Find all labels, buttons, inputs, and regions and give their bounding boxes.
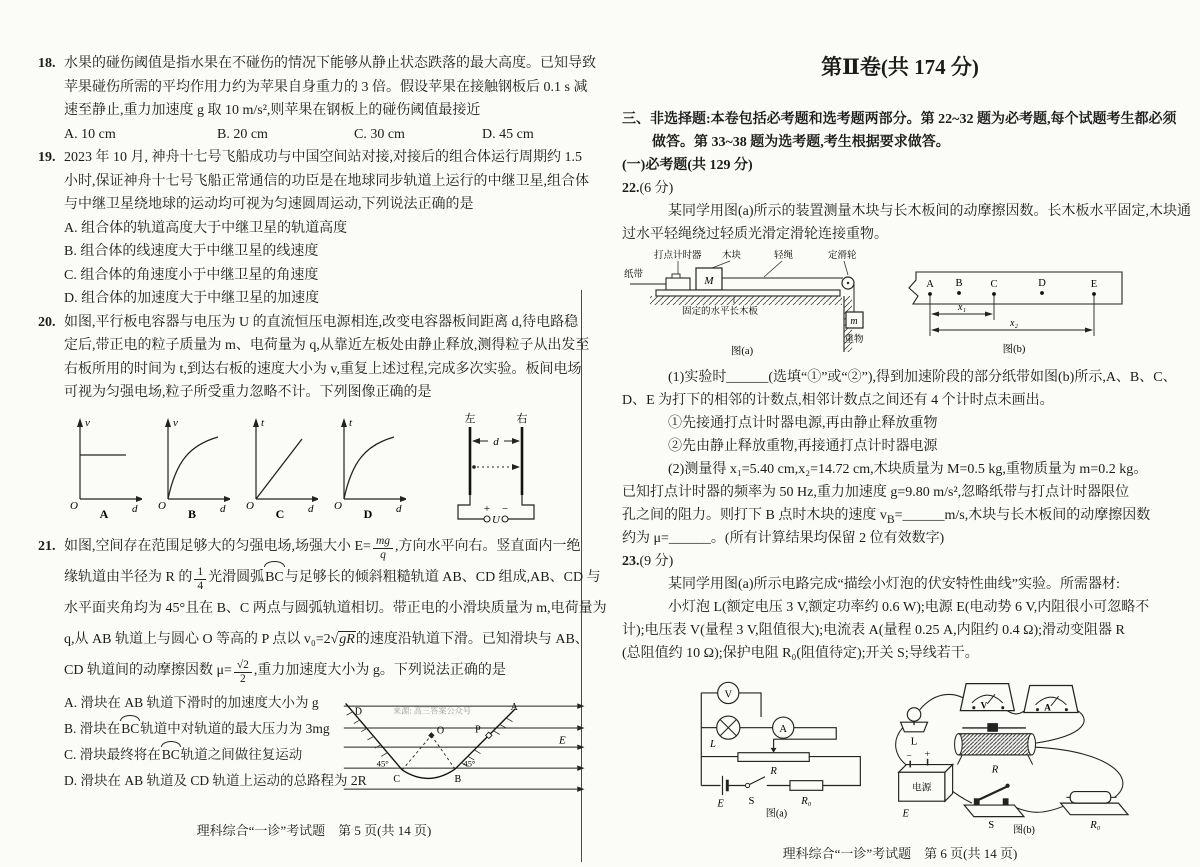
timer-top [672,274,680,278]
x1-arrowhead-left [931,312,939,317]
q22-part2-text-3b: =______m/s,木块与长木板间的动摩擦因数 [894,508,1151,523]
weight-m-label: m [850,316,858,327]
x-axis-label: d [308,502,314,515]
fraction-denominator: q [380,549,386,562]
question-19 [38,146,590,311]
section-3-instructions-1 [622,108,1178,131]
lamp-label: L [910,736,918,748]
q21-option-b-text2: 轨道中对轨道的最大压力为 3mg [140,720,330,736]
switch-knob [1005,784,1009,788]
figure-a-caption: 图(a) [730,346,754,357]
voltage-label: U [492,513,500,526]
x2-arrowhead-right [1085,328,1093,333]
q22-part1-line-1 [622,366,1178,389]
q22-part1-line-2 [622,389,1178,412]
q21-text-1b: ,方向水平向右。竖直面内一绝 [395,538,581,554]
particle-dot [472,465,476,469]
board [656,290,840,296]
slider-arrowhead [771,748,777,753]
angle-left-label: 45° [376,757,389,768]
q21-option-a [64,690,356,716]
switch-lever [977,787,1006,800]
q22-part1-text-2: D、E 为打下的相邻的计数点,相邻计数点之间还有 4 个计时点未画出。 [622,393,1054,408]
radius-dashed-lines [402,735,455,770]
q22-part2-line-4 [622,527,1178,550]
q19-option-c [64,264,590,288]
point-p-label: P [475,724,481,736]
q21-track-diagram [342,690,590,808]
rheostat-slider [987,723,998,732]
watermark-text: 来源: 高三答案公众号 [393,705,472,715]
q21-text-1a: 如图,空间存在范围足够大的匀强电场,场强大小 E= [64,538,371,554]
q18-option-d: D. 45 cm [482,126,534,142]
voltmeter-label: V [724,689,733,701]
x-arrowhead [312,496,318,502]
x-axis-label: d [132,502,138,515]
ammeter-label: A [1044,702,1051,713]
arc-track [402,769,455,778]
voltmeter-body [960,684,1014,711]
point-e-label: E [1090,279,1098,290]
q22-heading [622,177,1178,200]
fraction-numerator: √2 [234,659,252,673]
q19-option-a [64,217,590,241]
section-3-text-2: 做答。第 33~38 题为选考题,考生根据要求做答。 [652,135,950,150]
q20-line-4 [64,381,590,405]
q22-part2-text-4: 约为 μ=______。(所有计算结果均保留 2 位有效数字) [622,531,945,546]
section-3-text-1: 三、非选择题:本卷包括必考题和选考题两部分。第 22~32 题为必考题,每个试题考生都必须 [622,112,1177,127]
q21-number: 21. [38,538,56,554]
angle-right-label: 45° [463,757,476,768]
timer-label: 打点计时器 [654,251,702,261]
switch-label: S [988,820,994,832]
origin-label: O [334,499,342,512]
q21-option-c [64,742,356,768]
string-label: 轻绳 [774,251,794,261]
x-arrowhead [400,496,406,502]
fraction-denominator: 2 [240,673,246,686]
fraction-mg-q [373,535,393,562]
left-plate-label: 左 [464,412,476,425]
q21-text-3: 水平面夹角均为 45°且在 B、C 两点与圆弧轨道相切。带正电的小滑块质量为 m,电荷量为 [64,600,607,616]
q22-text-2: 过水平轻绳绕过轻质光滑定滑轮连接重物。 [622,227,888,242]
rheostat-body [958,734,1031,755]
part-1-heading [622,154,1178,177]
x-arrowhead [136,496,142,502]
rheostat-label: R [770,765,777,777]
q20-graph-d [328,411,406,519]
q21-text-5a: CD 轨道间的动摩擦因数 μ= [64,662,232,678]
graph-letter: A [99,506,109,519]
point-b-label: B [955,278,963,289]
q20-number: 20. [38,314,56,330]
curve-sqrt [168,437,218,499]
center-o-marker [428,732,434,738]
axes [80,425,136,499]
curve-linear [256,439,302,499]
y-axis-label: v [173,416,178,429]
center-o-label: O [436,725,445,736]
q22-score: (6 分) [639,181,674,196]
q22-choice-2 [622,435,1178,458]
x2-label: x₂ [1010,318,1018,329]
q20-line-1 [38,311,590,335]
q22-text-1: 某同学用图(a)所示的装置测量木块与长木板间的动摩擦因数。长木板水平固定,木块通 [668,204,1192,219]
question-21 [38,531,607,808]
y-arrowhead [77,418,83,427]
q23-text-3: 计);电压表 V(量程 3 V,阻值很大);电流表 A(量程 0.25 A,内阻约 0.4 Ω);滑动变阻器 R [622,623,1125,638]
d-arrow-left [472,438,480,444]
figure-a-caption: 图(a) [765,808,788,820]
section-3-instructions-2 [622,131,1178,154]
battery-e-label: E [902,808,909,820]
q19-line-2 [64,170,590,194]
question-22 [622,177,1192,550]
y-axis-label: t [349,416,353,429]
q21-text-2b: 光滑圆弧 [208,569,265,585]
q22-part2-line-3 [622,504,1178,527]
page-6-footer [622,843,1178,862]
q22-part2-text-1: (2)测量得 x₁=5.40 cm,x₂=14.72 cm,木块质量为 M=0.5 kg,重物质量为 m=0.2 kg。 [668,462,1148,477]
x-axis-label: d [396,502,402,515]
q18-option-a: A. 10 cm [64,126,116,142]
q19-option-d-text: D. 组合体的加速度大于中继卫星的加速度 [64,291,320,306]
ground-hatching [650,296,842,305]
origin-label: O [70,499,78,512]
q23-heading [622,550,1178,573]
minus-sign: − [501,502,509,515]
fraction-sqrt2-2 [234,659,252,686]
y-arrowhead [253,418,259,427]
q19-line-3 [64,193,590,217]
q22-number: 22. [622,181,640,196]
timer-body [666,278,690,290]
q19-text-2: 小时,保证神舟十七号飞船正常通信的功臣是在地球同步轨道上运行的中继卫星,组合体 [64,173,589,189]
graph-letter: D [363,506,373,519]
switch-lever [749,777,764,785]
q21-option-c-text1: C. 滑块最终将在 [64,746,161,762]
ammeter-body [1024,686,1078,713]
q19-text-1: 2023 年 10 月, 神舟十七号飞船成功与中国空间站对接,对接后的组合体运行周期约 1.5 [64,150,582,165]
pulley-label: 定滑轮 [828,251,857,261]
q21-line-1 [38,531,590,562]
q21-option-d-text: D. 滑块在 AB 轨道及 CD 轨道上运动的总路程为 2R [64,772,367,788]
q21-option-b [64,716,356,742]
question-20 [38,311,590,527]
q23-figure-row [682,669,1178,837]
page-5-footer-text: 理科综合“一诊”考试题 第 5 页(共 14 页) [196,822,432,838]
page-5 [38,0,607,839]
terminal-left [484,516,490,522]
arc-bc: BC [161,742,181,768]
q22-part2-text-2: 已知打点计时器的频率为 50 Hz,重力加速度 g=9.80 m/s²,忽略纸带与打点计时器限位 [622,485,1130,500]
protect-resistor [790,781,823,791]
q18-text-1: 水果的碰伤阈值是指水果在不碰伤的情况下能够从静止状态跌落的最大高度。已知导致 [64,56,596,71]
battery-minus: − [906,750,912,762]
figure-b-caption: 图(b) [1002,344,1026,355]
q21-option-a-text: A. 滑块在 AB 轨道下滑时的加速度大小为 g [64,694,319,710]
y-arrowhead [165,418,171,427]
x2-arrowhead-left [931,328,939,333]
arc-bc: BC [264,562,285,593]
point-a-label: A [926,279,934,290]
rheostat-endcap-left [954,734,962,755]
q18-number: 18. [38,56,56,71]
q21-line-3 [64,593,607,624]
q21-line-5 [64,655,590,686]
question-23 [622,550,1178,837]
fraction-denominator: 4 [197,580,204,593]
d-arrow-right [512,438,520,444]
q23-line-2 [622,596,1178,619]
particle-arrowhead [512,464,520,470]
battery-label: E [717,798,724,810]
q23-line-1 [622,573,1178,596]
q19-line-1 [38,146,590,170]
r0-label: R₀ [1090,820,1101,832]
q22-choice-2-text: ②先由静止释放重物,再接通打点计时器电源 [668,439,938,454]
q19-number: 19. [38,150,56,165]
terminal-right [502,516,508,522]
q23-line-3 [622,619,1178,642]
q21-text-4a: q,从 AB 轨道上与圆心 O 等高的 P 点以 v₀=2 [64,631,331,647]
q18-option-b: B. 20 cm [217,126,268,142]
subscript-b: B [886,512,895,526]
graph-letter: B [187,506,197,519]
hatching [347,711,513,766]
page-5-footer [38,820,590,839]
pulley-axle [847,282,849,284]
q20-text-4: 可视为匀强电场,粒子所受重力忽略不计。下列图像正确的是 [64,385,432,400]
q20-graph-c [240,411,318,519]
lamp-label: L [709,738,716,750]
x-arrowhead [224,496,230,502]
switch-pivot [745,783,749,787]
q19-text-3: 与中继卫星绕地球的运动均可视为匀速圆周运动,下列说法正确的是 [64,197,474,212]
q20-text-3: 右板所用的时间为 t,到达右板的速度大小为 v,重复上述过程,完成多次实验。板间电场 [64,361,582,377]
switch-label: S [748,795,755,807]
field-e-label: E [559,734,566,747]
fraction-numerator: 1 [194,566,206,580]
block-label: 木块 [722,251,742,261]
rheostat-legs [957,755,1032,765]
q18-text-2: 苹果碰伤所需的平均作用力约为苹果自身重力的 3 倍。假设苹果在接触钢板后 0.1 s 减 [64,79,588,95]
q23-text-1: 某同学用图(a)所示电路完成“描绘小灯泡的伏安特性曲线”实验。所需器材: [668,577,1120,592]
rheostat-endcap-right [1028,734,1036,755]
origin-label: O [246,499,254,512]
q21-text-2a: 缘轨道由半径为 R 的 [64,569,193,585]
q22-part2-line-1 [622,458,1178,481]
q20-text-1: 如图,平行板电容器与电压为 U 的直流恒压电源相连,改变电容器板间距离 d,待电路稳 [64,314,579,330]
plus-sign: + [483,502,491,515]
q21-option-d [64,768,367,794]
q20-graph-b [152,411,230,519]
q23-line-4 [622,642,1178,665]
volume-2-title-text: 第Ⅱ卷(共 174 分) [821,55,979,79]
battery-top [898,765,952,773]
ammeter-label: A [779,723,788,735]
part-1-heading-text: (一)必考题(共 129 分) [622,158,753,173]
q20-line-2 [64,334,590,358]
q22-part2-text-3a: 孔之间的阻力。则打下 B 点时木块的速度 v [622,508,887,523]
q22-line-2 [622,223,1178,246]
x-axis-label: d [220,502,226,515]
tape-label: 纸带 [624,270,644,280]
block-m-label: M [704,275,714,287]
q21-options-and-diagram [64,690,590,808]
radicand: gR [339,631,355,647]
y-axis-label: t [261,416,265,429]
q22-figure-a [622,248,902,362]
weight-label: 重物 [844,335,864,345]
y-arrowhead [341,418,347,427]
q19-option-a-text: A. 组合体的轨道高度大于中继卫星的轨道高度 [64,220,348,236]
q22-part1-text-1: (1)实验时______(选填“①”或“②”),得到加速阶段的部分纸带如图(b)所示,A、B、C、 [668,370,1177,385]
q18-line-2 [64,76,590,100]
q20-text-2: 定后,带正电的粒子质量为 m、电荷量为 q,从靠近左板处由静止释放,测得粒子从出发至 [64,338,590,353]
rheostat-label: R [991,764,999,776]
point-a-label: A [510,701,518,713]
q19-option-d [64,287,590,311]
q23-number: 23. [622,554,640,569]
figure-b-caption: 图(b) [1012,825,1035,837]
q23-figure-a-circuit [682,669,875,821]
q21-line-2 [64,562,601,593]
right-plate-label: 右 [516,412,528,425]
point-c-label: C [393,773,401,785]
q22-choice-1 [622,412,1178,435]
q22-choice-1-text: ①先接通打点计时器电源,再由静止释放重物 [668,416,938,431]
page-6 [622,0,1192,862]
x1-label: x₁ [958,302,966,313]
switch-base [964,805,1024,817]
q23-figure-b-apparatus [889,669,1178,837]
q23-text-4: (总阻值约 10 Ω);保护电阻 R₀(阻值待定);开关 S;导线若干。 [622,646,979,661]
fraction-numerator: mg [373,535,393,549]
r0-body [1070,792,1110,804]
q21-option-c-text2: 轨道之间做往复运动 [180,746,303,762]
q18-line-3 [64,99,590,123]
battery-symbol [722,776,727,795]
q18-options [64,123,590,147]
battery-text: 电源 [911,782,932,794]
arc-bc: BC [120,716,140,742]
q19-option-b-text: B. 组合体的线速度大于中继卫星的线速度 [64,244,319,259]
r0-base [1060,803,1127,815]
origin-label: O [158,499,166,512]
q18-option-c: C. 30 cm [354,126,405,142]
axes [168,425,224,499]
sqrt-gR: √gR [330,631,355,647]
q19-option-c-text: C. 组合体的角速度小于中继卫星的角速度 [64,267,319,283]
graph-letter: C [275,506,285,519]
q22-figure-b [902,258,1174,358]
q20-line-3 [64,358,590,382]
q22-figure-row [622,248,1178,362]
point-d-label: D [1038,278,1046,289]
point-d-label: D [354,705,362,717]
q21-text-5b: ,重力加速度大小为 g。下列说法正确的是 [253,662,506,678]
protect-resistor-label: R₀ [801,795,812,807]
page-6-footer-text: 理科综合“一诊”考试题 第 6 页(共 14 页) [782,846,1018,861]
q20-graph-a [64,411,142,519]
axes [344,425,400,499]
q19-option-b [64,240,590,264]
q23-text-2: 小灯泡 L(额定电压 3 V,额定功率约 0.6 W);电源 E(电动势 6 V,内阻很小可忽略不 [668,600,1150,615]
y-axis-label: v [85,416,90,429]
q23-score: (9 分) [639,554,674,569]
rheostat [738,753,809,762]
field-arrowheads [577,703,584,791]
voltmeter-label: V [980,700,987,711]
q22-line-1 [622,200,1192,223]
battery-plus: + [924,748,930,760]
q20-capacitor-diagram [430,411,560,527]
q18-text-3: 速至静止,重力加速度 g 取 10 m/s²,则苹果在钢板上的碰伤阈值最接近 [64,103,481,118]
q21-options [64,690,367,794]
lamp-bulb [907,708,920,721]
fraction-one-quarter [194,566,206,593]
question-18 [38,52,596,146]
curve-sqrt [344,437,394,499]
q21-text-2c: 与足够长的倾斜粗糙轨道 AB、CD 组成,AB、CD 与 [284,569,601,585]
distance-label: d [493,435,499,448]
point-c-label: C [990,279,998,290]
q18-line-1 [38,52,596,76]
point-b-label: B [454,773,462,785]
q21-text-4b: 的速度沿轨道下滑。已知滑块与 AB、 [355,631,589,647]
q21-line-4 [64,624,590,655]
q21-option-b-text1: B. 滑块在 [64,720,121,736]
q22-part2-line-2 [622,481,1178,504]
x1-arrowhead-right [985,312,993,317]
q20-figure-row [64,411,590,527]
board-label: 固定的水平长木板 [682,307,759,317]
volume-2-title [622,52,1178,82]
